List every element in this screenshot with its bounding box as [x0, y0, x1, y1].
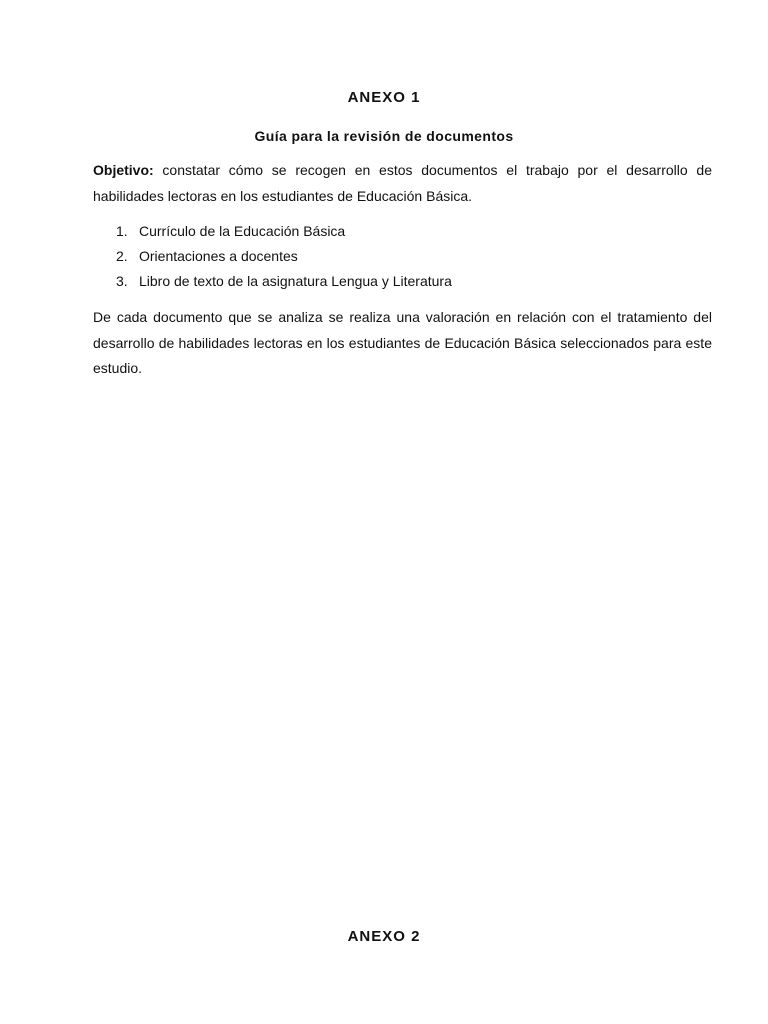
list-item — [93, 219, 712, 244]
list-item — [93, 244, 712, 269]
list-item-label: Libro de texto de la asignatura Lengua y Literatura — [139, 273, 452, 289]
documents-list — [93, 219, 712, 294]
objective-paragraph — [93, 158, 712, 209]
objective-label: Objetivo: — [93, 162, 154, 178]
list-item-label: Orientaciones a docentes — [139, 248, 298, 264]
objective-text: constatar cómo se recogen en estos documentos el trabajo por el desarrollo de habilidades lectoras en los estudiantes de Educación Básica. — [93, 162, 712, 204]
annex-1-title: ANEXO 1 — [347, 89, 421, 106]
list-item-label: Currículo de la Educación Básica — [139, 223, 346, 239]
list-item-number: 2. — [116, 248, 128, 264]
guide-subtitle: Guía para la revisión de documentos — [254, 128, 514, 144]
list-item-number: 3. — [116, 273, 128, 289]
list-item-number: 1. — [116, 223, 128, 239]
valuation-paragraph: De cada documento que se analiza se realiza una valoración en relación con el tratamiento del desarrollo de habilidades lectoras en los estudiantes de Educación Básica seleccionados para este estudio. — [93, 309, 712, 376]
list-item — [93, 269, 712, 294]
annex-2-title: ANEXO 2 — [347, 928, 421, 945]
